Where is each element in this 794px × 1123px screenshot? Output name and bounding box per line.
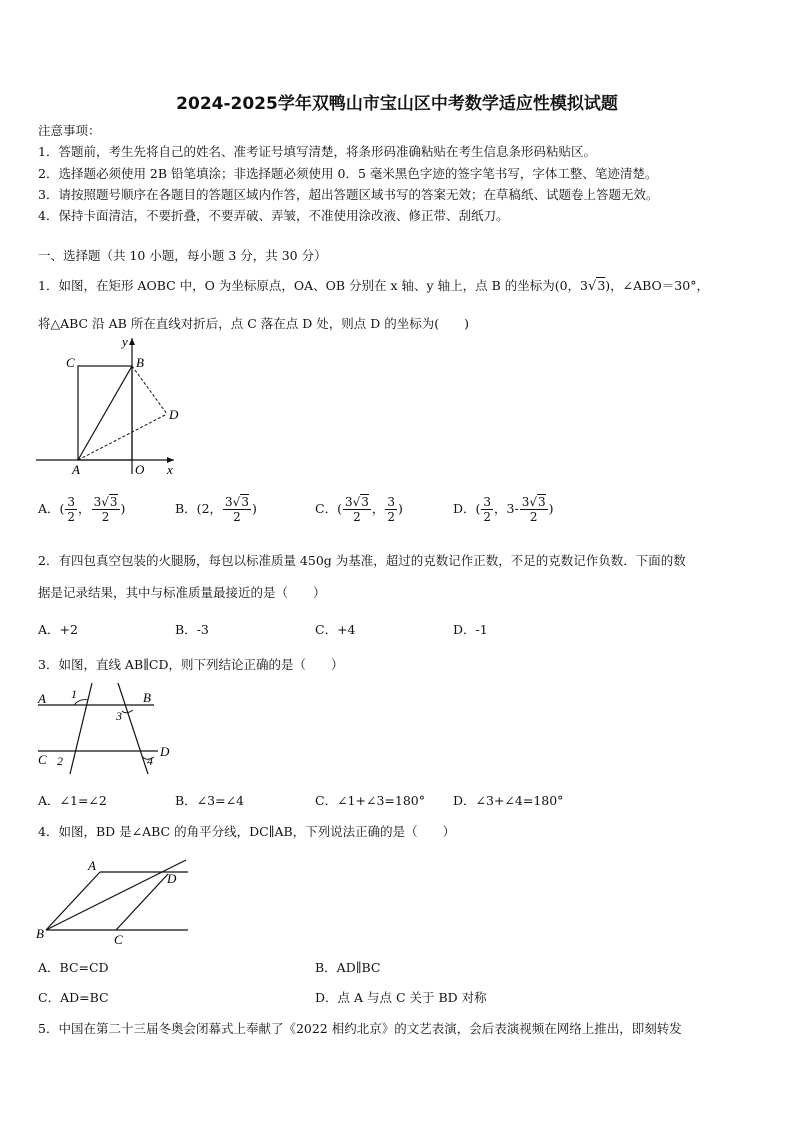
label-angle-3: 3 xyxy=(116,709,122,723)
label-angle-1: 1 xyxy=(71,687,77,701)
coefficient: 3 xyxy=(225,495,233,509)
q1-stem-line1 xyxy=(38,276,709,294)
label-c: C xyxy=(114,932,123,947)
option-close: ) xyxy=(548,501,554,516)
q4-option-b[interactable]: B．AD∥BC xyxy=(315,960,381,975)
segment-bd xyxy=(46,860,186,930)
coefficient: 3 xyxy=(93,495,102,509)
label-y: y xyxy=(122,334,128,349)
sqrt-symbol: √ xyxy=(588,279,597,294)
label-o: O xyxy=(135,462,145,477)
radicand: 3 xyxy=(241,495,249,509)
q2-stem-line2: 据是记录结果，其中与标准质量最接近的是（ ） xyxy=(38,585,326,600)
numerator: 3 xyxy=(67,495,76,509)
q1-option-d[interactable] xyxy=(453,495,554,524)
q1-stem-text: 1．如图，在矩形 AOBC 中，O 为坐标原点，OA、OB 分别在 x 轴、y 轴上，点 B 的坐标为(0，3 xyxy=(38,278,589,293)
numerator: 3 xyxy=(387,495,396,509)
y-axis-arrow xyxy=(129,338,135,345)
fraction xyxy=(481,495,493,524)
label-x: x xyxy=(167,462,173,477)
label-angle-4: 4 xyxy=(147,754,153,768)
fraction xyxy=(520,495,548,524)
denominator: 2 xyxy=(67,510,76,524)
notice-item: 1．答题前，考生先将自己的姓名、准考证号填写清楚，将条形码准确粘贴在考生信息条形码粘贴区。 xyxy=(38,144,596,159)
q1-option-a[interactable] xyxy=(38,495,125,524)
numerator xyxy=(223,495,251,510)
q1-radicand: 3 xyxy=(597,278,606,293)
notice-item: 2．选择题必须使用 2B 铅笔填涂；非选择题必须使用 0．5 毫米黑色字迹的签字笔书写，字体工整、笔迹清楚。 xyxy=(38,166,658,181)
q5-stem-line1: 5．中国在第二十三届冬奥会闭幕式上奉献了《2022 相约北京》的文艺表演，会后表演视频在网络上推出，即刻转发 xyxy=(38,1021,682,1036)
numerator: 3 xyxy=(483,495,492,509)
option-label: A．( xyxy=(38,501,65,516)
q4-stem: 4．如图，BD 是∠ABC 的角平分线，DC∥AB，下列说法正确的是（ ） xyxy=(38,824,456,839)
option-label: C．( xyxy=(315,501,342,516)
label-d: D xyxy=(160,744,170,759)
notice-item: 4．保持卡面清洁，不要折叠，不要弄破、弄皱，不准使用涂改液、修正带、刮纸刀。 xyxy=(38,208,509,223)
option-close: ) xyxy=(251,501,257,516)
coefficient: 3 xyxy=(344,495,353,509)
separator: ， xyxy=(371,501,385,516)
separator: ，3- xyxy=(494,501,519,516)
option-close: ) xyxy=(398,501,403,516)
q2-option-b[interactable]: B．-3 xyxy=(175,622,209,637)
label-c: C xyxy=(38,752,47,767)
q4-option-a[interactable]: A．BC=CD xyxy=(38,960,109,975)
option-close: ) xyxy=(120,501,126,516)
denominator: 2 xyxy=(233,510,241,524)
label-d: D xyxy=(167,871,177,886)
fraction xyxy=(343,495,371,524)
numerator xyxy=(520,495,548,510)
q2-stem-line1: 2．有四包真空包装的火腿肠，每包以标准质量 450g 为基准，超过的克数记作正数，不足的克数记作负数．下面的数 xyxy=(38,553,686,568)
label-d: D xyxy=(169,407,179,422)
label-angle-2: 2 xyxy=(57,754,63,768)
numerator xyxy=(343,495,371,510)
fraction xyxy=(65,495,77,524)
q3-option-b[interactable]: B．∠3=∠4 xyxy=(175,793,245,808)
q4-figure xyxy=(34,848,194,948)
option-label: B．(2， xyxy=(175,501,223,516)
label-a: A xyxy=(38,691,46,706)
separator: ， xyxy=(78,501,91,516)
sqrt-symbol: √ xyxy=(101,495,109,509)
denominator: 2 xyxy=(483,510,492,524)
q2-option-d[interactable]: D．-1 xyxy=(453,622,488,637)
notice-heading: 注意事项： xyxy=(38,123,101,138)
label-b: B xyxy=(36,926,44,941)
sqrt-symbol: √ xyxy=(232,495,241,509)
segment-bd xyxy=(132,366,167,414)
radicand: 3 xyxy=(109,495,118,509)
option-label: D．( xyxy=(453,501,481,516)
fraction xyxy=(223,495,251,524)
denominator: 2 xyxy=(353,510,361,524)
denominator: 2 xyxy=(529,510,538,524)
section-heading: 一、选择题（共 10 小题，每小题 3 分，共 30 分） xyxy=(38,248,327,263)
label-b: B xyxy=(143,690,151,705)
sqrt-symbol: √ xyxy=(529,495,538,509)
q4-option-c[interactable]: C．AD=BC xyxy=(38,990,109,1005)
q1-figure xyxy=(34,334,184,478)
q2-option-c[interactable]: C．+4 xyxy=(315,622,356,637)
q1-option-c[interactable] xyxy=(315,495,403,524)
denominator: 2 xyxy=(101,510,110,524)
radicand: 3 xyxy=(361,495,369,509)
label-c: C xyxy=(66,355,75,370)
q3-option-d[interactable]: D．∠3+∠4=180° xyxy=(453,793,564,808)
q1-stem-line2: 将△ABC 沿 AB 所在直线对折后，点 C 落在点 D 处，则点 D 的坐标为( ) xyxy=(38,316,469,331)
q2-option-a[interactable]: A．+2 xyxy=(38,622,78,637)
label-a: A xyxy=(88,858,96,873)
q1-option-b[interactable] xyxy=(175,495,257,524)
notice-item: 3．请按照题号顺序在各题目的答题区域内作答，超出答题区域书写的答案无效；在草稿纸、试题卷上答题无效。 xyxy=(38,187,659,202)
fraction xyxy=(92,495,120,524)
page-title: 2024-2025学年双鸭山市宝山区中考数学适应性模拟试题 xyxy=(176,94,618,114)
q3-stem: 3．如图，直线 AB∥CD，则下列结论正确的是（ ） xyxy=(38,657,344,672)
denominator: 2 xyxy=(387,510,396,524)
segment-ba xyxy=(46,872,100,930)
radicand: 3 xyxy=(538,495,546,509)
q1-stem-text: )，∠ABO＝30°， xyxy=(605,278,709,293)
coefficient: 3 xyxy=(521,495,530,509)
q3-figure xyxy=(34,680,174,776)
sqrt-symbol: √ xyxy=(352,495,361,509)
label-a: A xyxy=(72,462,80,477)
label-b: B xyxy=(136,355,144,370)
q3-option-a[interactable]: A．∠1=∠2 xyxy=(38,793,107,808)
numerator xyxy=(92,495,120,510)
q4-option-d[interactable]: D．点 A 与点 C 关于 BD 对称 xyxy=(315,990,487,1005)
fraction xyxy=(385,495,397,524)
q3-option-c[interactable]: C．∠1+∠3=180° xyxy=(315,793,425,808)
